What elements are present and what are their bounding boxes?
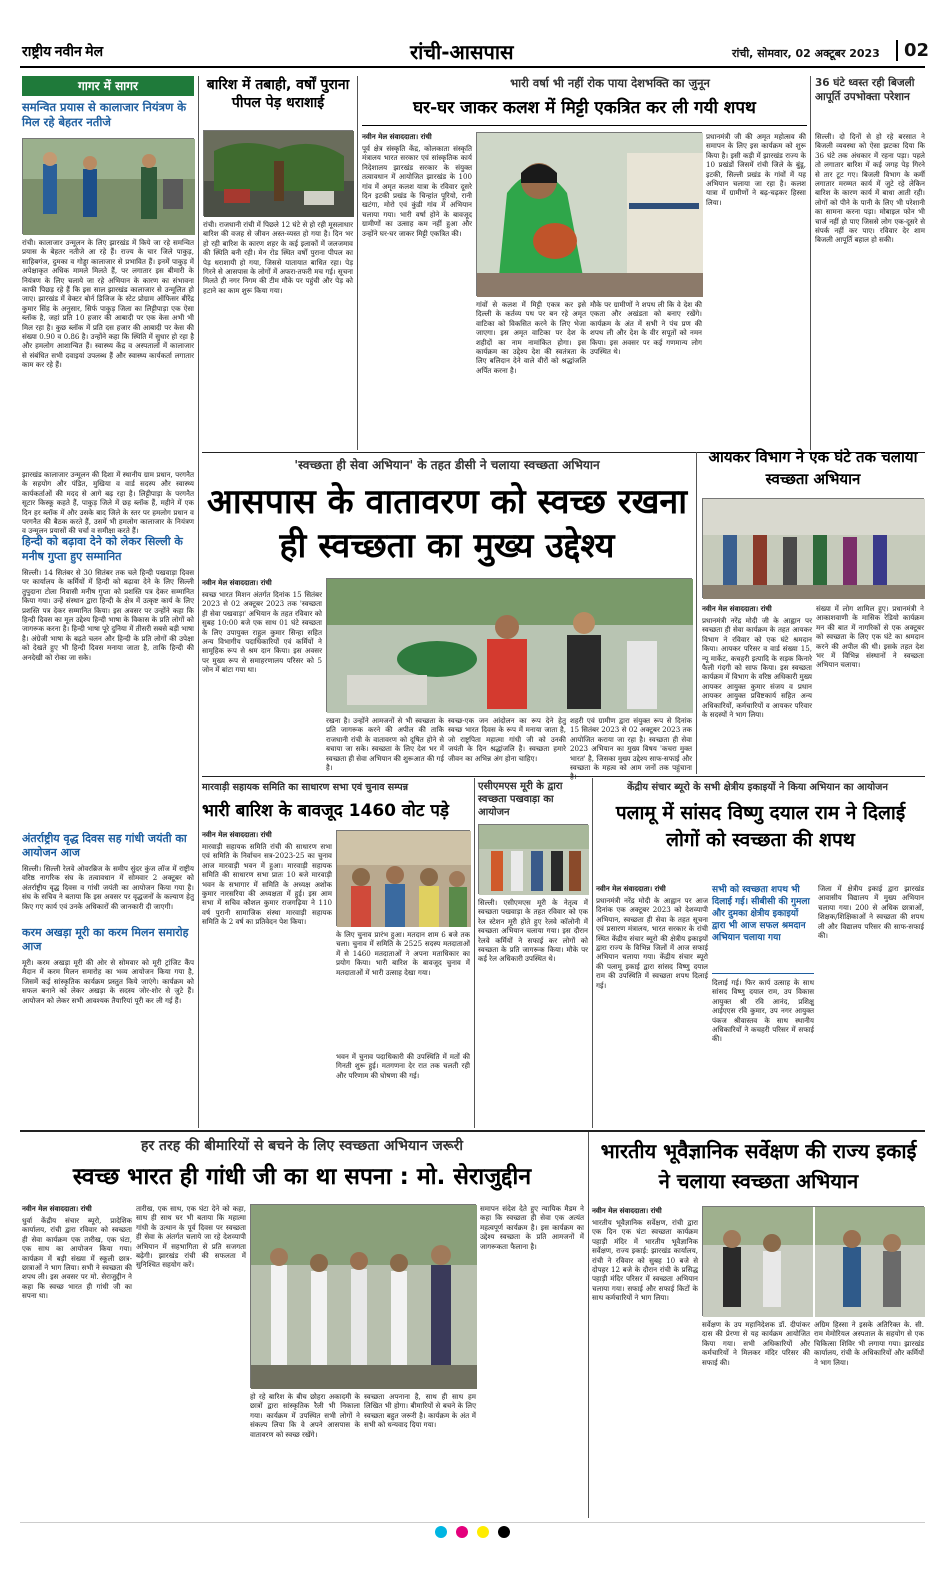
story-body-cont: संख्या में लोग शामिल हुए। प्रधानमंत्री ने आकाशवाणी के मासिक रेडियो कार्यक्रम मन की बात में नागरिकों से एक अक्टूबर को स्वच्छता के लिए एक घंटे का श्रमदान करने की अपील की थी। इसके तहत देश भर में विभिन्न संस्थानों ने स्वच्छता अभियान चलाया। xyxy=(816,604,924,670)
story-byline: नवीन मेल संवाददाता। रांची xyxy=(362,132,432,141)
footer-bar xyxy=(20,1522,925,1538)
registration-mark xyxy=(477,1526,489,1538)
story-body-cont: दिलाई गई। फिर कार्य उत्साह के साथ सांसद विष्णु दयाल राम, उप विकास आयुक्त श्री रवि आनंद, प्रशिक्षु आईएएस रवि कुमार, उप नगर आयुक्त पंकज श्रीवास्तव के साथ स्थानीय अधिकारियों ने कचहरी परिसर में सफाई की। xyxy=(712,978,814,1044)
story-byline: नवीन मेल संवाददाता। रांची xyxy=(22,1204,92,1213)
story-body-cont: रखना है। उन्होंने आमजनों से भी स्वच्छता के प्रति जागरूक करने की अपील की ताकि राजधानी रांची के वातावरण को दूषित होने से बचाया जा सके। स्वच्छता के लिए देश भर में स्वच्छता ही सेवा अभियान की शुरूआत की गई है। xyxy=(326,716,444,773)
column-rule xyxy=(592,778,593,1128)
story-body: मारवाड़ी सहायक समिति रांची की साधारण सभा एवं समिति के निर्वाचन सत्र-2023-25 का चुनाव आज मारवाड़ी भवन में हुआ। मारवाड़ी सहायक समिति की साधारण सभा प्रातः 10 बजे मारवाड़ी भवन के सभागार में समिति के अध्यक्ष अशोक कुमार नारसरिया की अध्यक्षता में हुई। इस आम सभा में सचिव कौशल कुमार राजगढ़िया ने 110 वर्ष पुरानी सामाजिक संस्था मारवाड़ी सहायक समिति के 2 वर्ष का प्रतिवेदन पेश किया। xyxy=(202,842,332,927)
story-byline: नवीन मेल संवाददाता। रांची xyxy=(702,604,772,613)
story-headline: समन्वित प्रयास से कालाजार नियंत्रण के मिल रहे बेहतर नतीजे xyxy=(22,100,187,129)
story-body: रांची। कालाजार उन्मूलन के लिए झारखंड में किये जा रहे समन्वित प्रयास के बेहतर नतीजे आ रहे हैं। राज्य के चार जिले पाकुड़, साहिबगंज, दुमका व गोड्डा कालाजार से प्रभावित हैं। इनमें पाकुड़ में अपेक्षाकृत अधिक मामले मिलते हैं, पर लगातार इस बीमारी के नियंत्रण के लिए चलाये जा रहे अभियान के कारण का संभावना काफी पिछड़ रहे हैं कि इस साल झारखंड कालाजार से उन्मूलित हो जाए। झारखंड में वेक्टर बोर्न डिजिज के स्टेट प्रोग्राम ऑफिसर बीरेंद्र कुमार सिंह के अनुसार, सिर्फ पाकुड़ जिला का लिट्टीपाड़ा एक ऐसा ब्लॉक है, जहां प्रति 10 हजार की आबादी पर एक केस अभी भी मिल रहा है। कुछ ब्लॉक में प्रति दस हजार की आबादी पर केस की संख्या 0.90 व 0.86 है। उन्होंने कहा कि स्थिति में सुधार हो रहा है और हमलोग आशान्वित हैं। स्वास्थ्य केंद्र व अस्पतालों में कालाजार से संबंधित सभी दवाइयां उपलब्ध हैं और स्वास्थ्य कार्यकर्ता लगातार काम कर रहे हैं। xyxy=(22,238,194,370)
story-headline: पलामू में सांसद विष्णु दयाल राम ने दिलाई लोगों को स्वच्छता की शपथ xyxy=(615,802,906,851)
story-photo xyxy=(326,578,692,712)
story-byline: नवीन मेल संवाददाता। रांची xyxy=(592,1206,662,1215)
column-rule xyxy=(198,76,199,1128)
dateline: रांची, सोमवार, 02 अक्टूबर 2023 xyxy=(732,47,880,60)
column-rule xyxy=(588,1132,589,1518)
story-body-cont: शहरी एवं ग्रामीण द्वारा संयुक्त रूप से दिनांक 15 सितंबर 2023 से 02 अक्टूबर 2023 तक आयोजित कराया जा रहा है। स्वच्छता ही सेवा 2023 अभियान का मुख्य विषय 'कचरा मुक्त भारत' है, जिसका मुख्य उद्देश्य साफ-सफाई और स्वच्छता के महत्व को आम जनों तक पहुंचाना xyxy=(570,716,692,773)
story-byline: नवीन मेल संवाददाता। रांची xyxy=(596,884,666,893)
story-kicker: हर तरह की बीमारियों से बचने के लिए स्वच्छता अभियान जरूरी xyxy=(141,1138,463,1154)
story-photo xyxy=(476,132,702,296)
story-kicker: मारवाड़ी सहायक समिति का साधारण सभा एवं चुनाव सम्पन्न xyxy=(202,782,409,793)
story-byline: नवीन मेल संवाददाता। रांची xyxy=(202,830,272,839)
inset-headline: सभी को स्वच्छता शपथ भी दिलाई गई। सीबीसी की गुमला और दुमका क्षेत्रीय इकाइयों द्वारा भी आज सफल श्रमदान अभियान चलाया गया xyxy=(712,884,814,974)
story-body-cont: गांवों से कलश में मिट्टी एकत्र कर इसे दिल्ली के कर्तव्य पथ पर बन रहे अमृत वाटिका को विकसित करने के लिए भेजा जाएगा। इस अमृत वाटिका पर देश के शहीदों का नाम नामांकित होगा। इस कार्यक्रम का उद्देश्य देश की स्वतंत्रता के लिए बलिदान देने वाले वीरों को श्रद्धांजलि अर्पित करना है। xyxy=(476,300,586,375)
story-body-cont: प्रधानमंत्री जी की अमृत महोत्सव की समापन के लिए इस कार्यक्रम को शुरू किया है। इसी कड़ी में झारखंड राज्य के 10 प्रखंडों जिसमें रांची जिले के बुंडू, इटकी, सिल्ली प्रखंड के गांवों में यह अभियान चलाया जा रहा है। कलश यात्रा में ग्रामीणों ने बढ़-चढ़कर हिस्सा लिया। xyxy=(706,132,806,207)
story-photo xyxy=(478,824,588,894)
story-body-cont: तारीख, एक साथ, एक घंटा देने को कहा, साथ ही साथ घर भी बताया कि महात्मा गांधी के उत्थान के पूर्व दिवस पर स्वच्छता ही सेवा के अंतर्गत चलाये जा रहे देशव्यापी अभियान में सहभागिता से प्रति सजगता बढ़ेगी। झारखंड रांची की सफलता में सुनिश्चित सहयोग करें। xyxy=(136,1204,246,1270)
column-rule xyxy=(810,76,811,450)
story-body: सिल्ली। 14 सितंबर से 30 सितंबर तक चले हिन्दी पखवाड़ा दिवस पर कार्यालय के कर्मियों में हिन्दी को बढ़ावा देने के लिए सिल्ली तुपुदाना टोला निवासी मनीष गुप्ता को प्रशस्ति पत्र देकर सम्मानित किया गया। उन्हें संस्थान द्वारा हिन्दी के क्षेत्र में उत्कृष्ट कार्य के लिए प्रशस्ति पत्र देकर सम्मानित किया। इस अवसर पर उन्होंने कहा कि हिन्दी दिवस का मूल उद्देश्य हिन्दी भाषा के विकास के प्रति लोगों को जागरूक करना है। हिन्दी भाषा पूरे दुनिया में तीसरी सबसे बड़ी भाषा है। अंग्रेजी भाषा के बढ़ते चलन और हिन्दी के प्रति लोगों की उपेक्षा को देखते हुए भी हिन्दी दिवस मनाया जाता है, ताकि हिन्दी की अनदेखी को रोका जा सके। xyxy=(22,568,194,662)
story-body: सिल्ली। सिल्ली रेलवे ओवरब्रिज के समीप सुंदर कुंज लॉज में राष्ट्रीय वरिष्ठ नागरिक संघ के तत्वावधान में सोमवार 2 अक्टूबर को अंतर्राष्ट्रीय वृद्ध दिवस व गांधी जयंती का आयोजन किया गया है। संघ के सचिव ने बताया कि इस अवसर पर वृद्धजनों के कल्याण हेतु किए गए कार्य एवं उनके अधिकारों की जानकारी दी जाएगी। xyxy=(22,864,194,911)
story-body-cont: स्वच्छ-एक जन आंदोलन का रूप देने हेतु स्वच्छ भारत दिवस के रूप में मनाया जाता है, जो राष्ट्रपिता महात्मा गांधी जी को उनकी जयंती के दिन श्रद्धांजलि है। स्वच्छता हमारे जीवन का अभिन्न अंग होना चाहिए। xyxy=(448,716,566,763)
story-photo xyxy=(702,498,924,598)
story-photo xyxy=(250,1204,476,1388)
story-kicker: केंद्रीय संचार ब्यूरो के सभी क्षेत्रीय इकाइयों ने किया अभियान का आयोजन xyxy=(627,782,888,793)
story-headline: स्वच्छ भारत ही गांधी जी का था सपना : मो. सेराजुद्दीन xyxy=(72,1164,532,1190)
story-body-cont: के लिए चुनाव प्रारंभ हुआ। मतदान शाम 6 बजे तक चला। चुनाव में समिति के 2525 सदस्य मतदाताओं में से 1460 मतदाताओं ने अपना मताधिकार का प्रयोग किया। भारी बारिश के बावजूद चुनाव में मतदाताओं में भारी उत्साह देखा गया। xyxy=(336,930,470,977)
story-body: मूरी। करम अखड़ा मूरी की ओर से सोमवार को मूरी ट्रांजिट कैंप मैदान में करम मिलन समारोह का भव्य आयोजन किया गया है, जिसमें कई सांस्कृतिक कार्यक्रम प्रस्तुत किये जाएंगे। कार्यक्रम को सफल बनाने को लेकर अखड़ा के सदस्य जोर-शोर से जुटे हैं। आयोजन को लेकर सभी आवश्यक तैयारियां पूरी कर ली गई हैं। xyxy=(22,958,194,1005)
story-body-cont: भवन में चुनाव पदाधिकारी की उपस्थिति में मतों की गिनती शुरू हुई। मतगणना देर रात तक चलती रही और परिणाम की घोषणा की गई। xyxy=(336,1052,470,1080)
brand-logo: राष्ट्रीय नवीन मेल xyxy=(22,45,104,60)
story-body-cont: सर्वेक्षण के उप महानिदेशक डॉ. दीपांकर दास की प्रेरणा से यह कार्यक्रम आयोजित किया गया। सभी अधिकारियों और कर्मचारियों ने मिलकर मंदिर परिसर की सफाई की। xyxy=(702,1320,810,1367)
story-byline: नवीन मेल संवाददाता। रांची xyxy=(202,578,272,587)
story-body: स्वच्छ भारत मिशन अंतर्गत दिनांक 15 सितंबर 2023 से 02 अक्टूबर 2023 तक 'स्वच्छता ही सेवा पखवाड़ा' अभियान के तहत रविवार को सुबह 10:00 बजे एक साथ 01 घंटे स्वच्छता के लिए उपायुक्त राहुल कुमार सिन्हा सहित अन्य विभागीय पदाधिकारियों एवं कर्मियों ने सामूहिक रूप से श्रम दान किया। इस अवसर पर मुख्य रूप से समाहरणालय परिसर को 5 जोन में बांटा गया था। xyxy=(202,590,322,675)
story-headline: हिन्दी को बढ़ावा देने को लेकर सिल्ली के मनीष गुप्ता हुए सम्मानित xyxy=(22,535,183,563)
masthead xyxy=(20,36,930,68)
section-tag: गागर में सागर xyxy=(22,76,194,96)
story-body-cont: झारखंड कालाजार उन्मूलन की दिशा में स्थानीय ग्राम प्रधान, परगनैत के सहयोग और पंडित, मुखिया व वार्ड सदस्य और स्वास्थ्य कार्यकर्ताओं की मदद से आगे बढ़ रहा है। लिट्टीपाड़ा के परगनैत सूटार किस्कू कहते हैं, पाकुड़ जिले में छह ब्लॉक हैं, महीने में एक दिन हर ब्लॉक में और उसके बाद जिले के स्तर पर हमलोग प्रधान व परगनैत की बैठक करते हैं, उसमें भी हमलोग कालाजार के नियंत्रण व उन्मूलन प्रयासों की चर्चा व समीक्षा करते हैं। xyxy=(22,470,194,536)
story-headline: 36 घंटे ध्वस्त रही बिजली आपूर्ति उपभोक्ता परेशान xyxy=(815,77,915,103)
story-headline: आसपास के वातावरण को स्वच्छ रखना ही स्वच्छता का मुख्य उद्देश्य xyxy=(206,482,688,566)
story-body: भारतीय भूवैज्ञानिक सर्वेक्षण, रांची द्वारा एक दिन एक घंटा स्वच्छता कार्यक्रम पहाड़ी मंदिर में भारतीय भूवैज्ञानिक सर्वेक्षण, राज्य इकाई: झारखंड कार्यालय, रांची ने रविवार को सुबह 10 बजे से दोपहर 12 बजे के दौरान रांची के प्रसिद्ध पहाड़ी मंदिर परिसर में स्वच्छता अभियान चलाया गया। सफाई और सफाई किटों के साथ कर्मचारियों ने भाग लिया। xyxy=(592,1218,698,1303)
page-number: 02 xyxy=(896,40,929,61)
story-body-cont: मौके पर ग्रामीणों ने शपथ ली कि वे देश की एकता और अखंडता को बनाए रखेंगे। कार्यक्रम के अंत में सभी ने पंच प्रण की शपथ ली और देश के वीर सपूतों को नमन किया। इस अवसर पर कई गणमान्य लोग उपस्थित थे। xyxy=(590,300,702,357)
column-rule xyxy=(357,76,358,450)
story-photo xyxy=(336,830,470,926)
story-body: सिल्ली। एसीएमएस मूरी के नेतृत्व में स्वच्छता पखवाड़ा के तहत रविवार को एक रेल स्टेशन मूरी होते हुए रेलवे कॉलोनी में स्वच्छता अभियान चलाया गया। इस दौरान रेलवे कर्मियों ने सफाई कर लोगों को स्वच्छता के प्रति जागरूक किया। मौके पर कई रेल अधिकारी उपस्थित थे। xyxy=(478,898,588,964)
story-body: पूर्व क्षेत्र संस्कृति केंद्र, कोलकाता संस्कृति मंत्रालय भारत सरकार एवं सांस्कृतिक कार्य निदेशालय झारखंड सरकार के संयुक्त तत्वावधान में आयोजित झारखंड के 100 गांव में अमृत कलश यात्रा के रविवार दूसरे दिन इटकी प्रखंड के चिन्हांत पूरियो, रानी खटंगा, मोरो एवं कुंडी गांव में अभियान चलाया गया। भारी वर्षा होने के बावजूद ग्रामीणों का उत्साह कम नहीं हुआ और उन्होंने घर-घर जाकर मिट्टी एकत्रित की। xyxy=(362,144,472,238)
story-photo xyxy=(702,1206,924,1316)
registration-mark xyxy=(435,1526,447,1538)
story-headline: आयकर विभाग ने एक घंटे तक चलाया स्वच्छता अभियान xyxy=(708,448,918,488)
story-body: प्रधानमंत्री नरेंद्र मोदी के आह्वान पर आज दिनांक एक अक्टूबर 2023 को देशव्यापी अभियान, स्वच्छता ही सेवा के तहत सूचना एवं प्रसारण मंत्रालय, भारत सरकार के रांची स्थित केंद्रीय संचार ब्यूरो की क्षेत्रीय इकाइयों द्वारा राज्य के विभिन्न जिलों में आज सफाई अभियान चलाया गया। केंद्रीय संचार ब्यूरो की पलामू इकाई द्वारा सांसद विष्णु दयाल राम की उपस्थिति में स्वच्छता शपथ दिलाई गई। xyxy=(596,896,708,990)
story-photo xyxy=(203,130,353,216)
section-divider xyxy=(20,1130,925,1132)
story-body-cont: हो रहे बारिश के बीच छोहरा अकादमी के छात्रों द्वारा सांस्कृतिक रैली भी निकाला गया। कार्यक्रम में उपस्थित सभी लोगों ने संकल्प लिया कि वे अपने आसपास के वातावरण को स्वच्छ रखेंगे। xyxy=(250,1392,360,1439)
story-body-cont: समापन संदेश देते हुए न्यायिक मैडम ने कहा कि स्वच्छता ही सेवा एक अत्यंत महत्वपूर्ण कार्यक्रम है। इस कार्यक्रम का उद्देश्य स्वच्छता के प्रति आमजनों में जागरूकता फैलाना है। xyxy=(480,1204,584,1251)
story-body-cont: जिला में क्षेत्रीय इकाई द्वारा झारखंड आवासीय विद्यालय में मुख्य अभियान चलाया गया। 200 से अधिक छात्राओं, शिक्षक/शिक्षिकाओं ने स्वच्छता की शपथ ली और विद्यालय परिसर की साफ-सफाई की। xyxy=(818,884,924,941)
story-body-cont: अग्रिम हिस्सा ने इसके अतिरिक्त के. सी. राम मेमोरियल अस्पताल के सहयोग से एक चिकित्सा शिविर भी लगाया गया। झारखंड कार्यालय, रांची के अधिकारियों और कर्मियों ने भाग लिया। xyxy=(814,1320,924,1367)
story-body-cont: स्वच्छता अपनाना है, साथ ही साथ हम लिखित भी होगा। बीमारियों से बचने के लिए स्वच्छता बहुत जरूरी है। कार्यक्रम के अंत में सभी को धन्यवाद दिया गया। xyxy=(364,1392,476,1430)
section-title: रांची-आसपास xyxy=(410,40,514,64)
story-kicker: 'स्वच्छता ही सेवा अभियान' के तहत डीसी ने चलाया स्वच्छता अभियान xyxy=(294,458,600,472)
column-rule xyxy=(474,778,475,1128)
story-headline: अंतर्राष्ट्रीय वृद्ध दिवस सह गांधी जयंती का आयोजन आज xyxy=(22,832,187,859)
story-headline: घर-घर जाकर कलश में मिट्टी एकत्रित कर ली गयी शपथ xyxy=(362,96,807,126)
story-body: धुर्वा केंद्रीय संचार ब्यूरो, प्रादेशिक कार्यालय, रांची द्वारा रविवार को स्वच्छता ही सेवा कार्यक्रम एक तारीख, एक घंटा, एक साथ का आयोजन किया गया। कार्यक्रम में बड़ी संख्या में स्कूली छात्र-छात्राओं ने भाग लिया। सभी ने स्वच्छता की शपथ ली। इस अवसर पर मो. सेराजुद्दीन ने कहा कि स्वच्छ भारत ही गांधी जी का सपना था। xyxy=(22,1216,132,1301)
story-headline: भारतीय भूवैज्ञानिक सर्वेक्षण की राज्य इकाई ने चलाया स्वच्छता अभियान xyxy=(600,1139,917,1193)
section-divider xyxy=(202,776,925,777)
story-headline: भारी बारिश के बावजूद 1460 वोट पड़े xyxy=(202,801,449,821)
story-headline: करम अखड़ा मूरी का करम मिलन समारोह आज xyxy=(22,926,189,953)
story-body: प्रधानमंत्री नरेंद्र मोदी जी के आह्वान पर स्वच्छता ही सेवा कार्यक्रम के तहत आयकर विभाग ने रविवार को एक घंटे श्रमदान किया। आयकर परिसर व वार्ड संख्या 15, न्यू मार्केट, कचहरी इत्यादि के सड़क किनारे फैली गंदगी को साफ किया। इस स्वच्छता कार्यक्रम में विभाग के वरिष्ठ अधिकारी मुख्य आयकर आयुक्त कुमार संजय व प्रधान आयकर आयुक्त प्रविष्टकार्य सहित अन्य अधिकारियों, कर्मचारियों व आयकर परिवार के सदस्यों ने भाग लिया। xyxy=(702,616,812,720)
story-kicker: भारी वर्षा भी नहीं रोक पाया देशभक्ति का जुनून xyxy=(510,76,710,90)
story-body: सिल्ली। दो दिनों से हो रहे बरसात ने बिजली व्यवस्था को ऐसा झटका दिया कि 36 घंटे तक अंधकार में रहना पड़ा। पहले तो लगातार बारिश में कई जगह पेड़ गिरने से तार टूट गए। बिजली विभाग के कर्मी लगातार मरम्मत कार्य में जुटे रहे लेकिन बारिश के कारण कार्य में बाधा आती रही। लोगों को पीने के पानी के लिए भी परेशानी का सामना करना पड़ा। मोबाइल फोन भी चार्ज नहीं हो पाए जिससे लोग एक-दूसरे से संपर्क नहीं कर पाए। रविवार देर शाम बिजली आपूर्ति बहाल हो सकी। xyxy=(815,132,925,245)
story-headline: बारिश में तबाही, वर्षों पुराना पीपल पेड़ धराशाई xyxy=(206,77,350,111)
story-photo xyxy=(22,138,194,234)
story-body: रांची। राजधानी रांची में पिछले 12 घंटे से हो रही मूसलाधार बारिश की वजह से जीवन अस्त-व्यस्त हो गया है। दिन भर हो रही बारिश के कारण शहर के कई इलाकों में जलजमाव की स्थिति बनी रही। मेन रोड स्थित वर्षों पुराना पीपल का पेड़ धराशायी हो गया, जिससे यातायात बाधित रहा। पेड़ गिरने से आसपास के लोगों में अफरा-तफरी मच गई। सूचना मिलते ही नगर निगम की टीम मौके पर पहुंची और पेड़ को हटाने का काम शुरू किया गया। xyxy=(203,220,353,295)
column-rule xyxy=(696,452,697,774)
story-kicker: एसीएमएस मूरी के द्वारा स्वच्छता पखवाड़ा का आयोजन xyxy=(478,781,563,818)
registration-mark xyxy=(456,1526,468,1538)
registration-mark xyxy=(498,1526,510,1538)
